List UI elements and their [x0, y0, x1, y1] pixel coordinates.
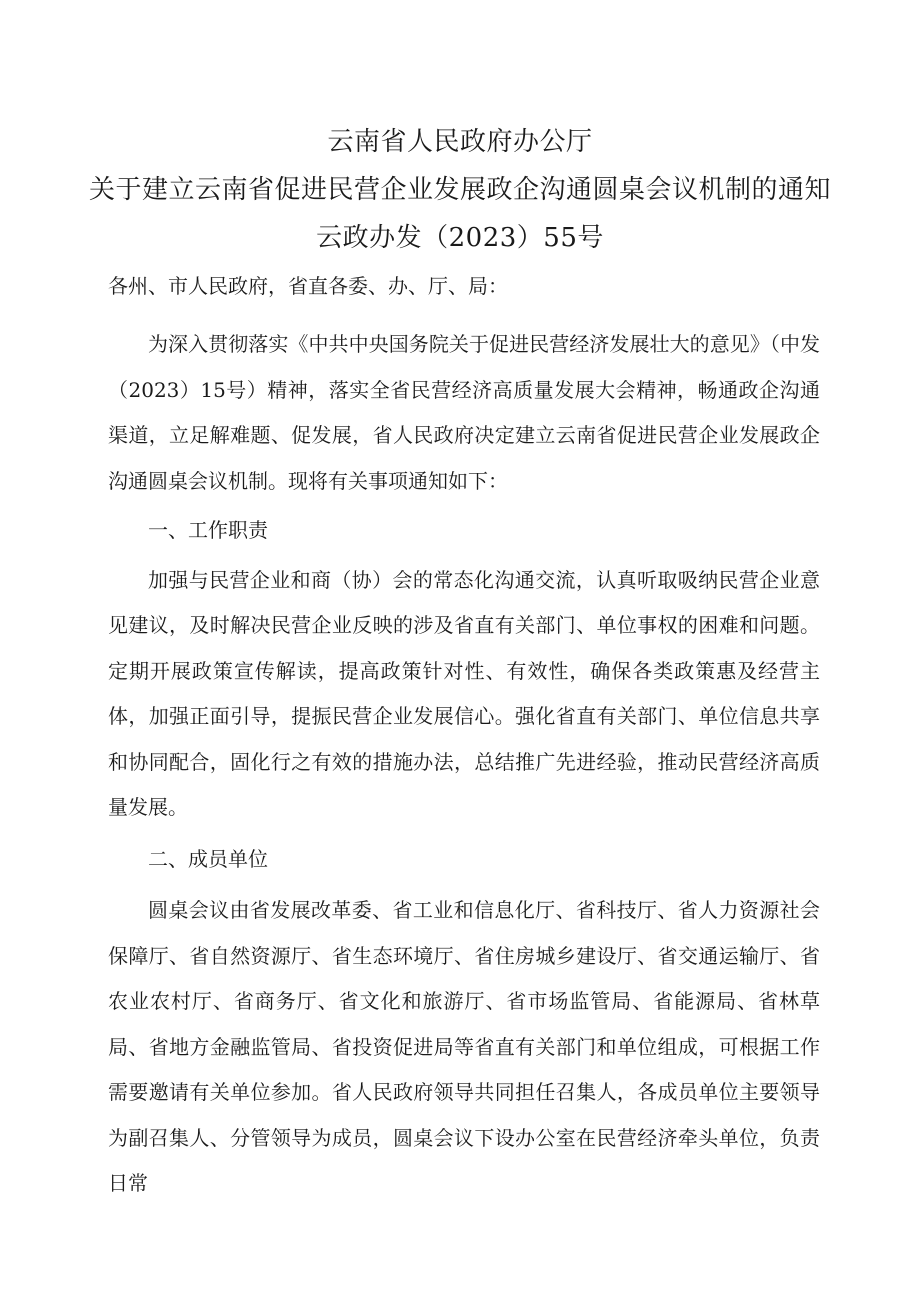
salutation: 各州、市人民政府，省直各委、办、厅、局： — [108, 274, 508, 298]
section-heading-duties: 一、工作职责 — [148, 518, 268, 542]
document-number: 云政办发（2023）55号 — [316, 223, 604, 253]
issuing-authority-title: 云南省人民政府办公厅 — [327, 127, 593, 157]
section-heading-members: 二、成员单位 — [148, 846, 268, 871]
document-title-block — [0, 118, 920, 262]
notice-title: 关于建立云南省促进民营企业发展政企沟通圆桌会议机制的通知 — [88, 175, 831, 205]
intro-paragraph: 为深入贯彻落实《中共中央国务院关于促进民营经济发展壮大的意见》（中发（2023）15号）精神，落实全省民营经济高质量发展大会精神，畅通政企沟通渠道，立足解难题、促发展，省人民政府决定建立云南省促进民营企业发展政企沟通圆桌会议机制。现将有关事项通知如下： — [108, 332, 820, 493]
document-body — [108, 265, 820, 1207]
section-body-members: 圆桌会议由省发展改革委、省工业和信息化厅、省科技厅、省人力资源社会保障厅、省自然资源厅、省生态环境厅、省住房城乡建设厅、省交通运输厅、省农业农村厅、省商务厅、省文化和旅游厅、省市场监管局、省能源局、省林草局、省地方金融监管局、省投资促进局等省直有关部门和单位组成，可根据工作需要邀请有关单位参加。省人民政府领导共同担任召集人，各成员单位主要领导为副召集人、分管领导为成员，圆桌会议下设办公室在民营经济牵头单位，负责日常 — [108, 898, 820, 1195]
section-body-duties: 加强与民营企业和商（协）会的常态化沟通交流，认真听取吸纳民营企业意见建议，及时解决民营企业反映的涉及省直有关部门、单位事权的困难和问题。定期开展政策宣传解读，提高政策针对性、有效性，确保各类政策惠及经营主体，加强正面引导，提振民营企业发展信心。强化省直有关部门、单位信息共享和协同配合，固化行之有效的措施办法，总结推广先进经验，推动民营经济高质量发展。 — [108, 567, 820, 819]
